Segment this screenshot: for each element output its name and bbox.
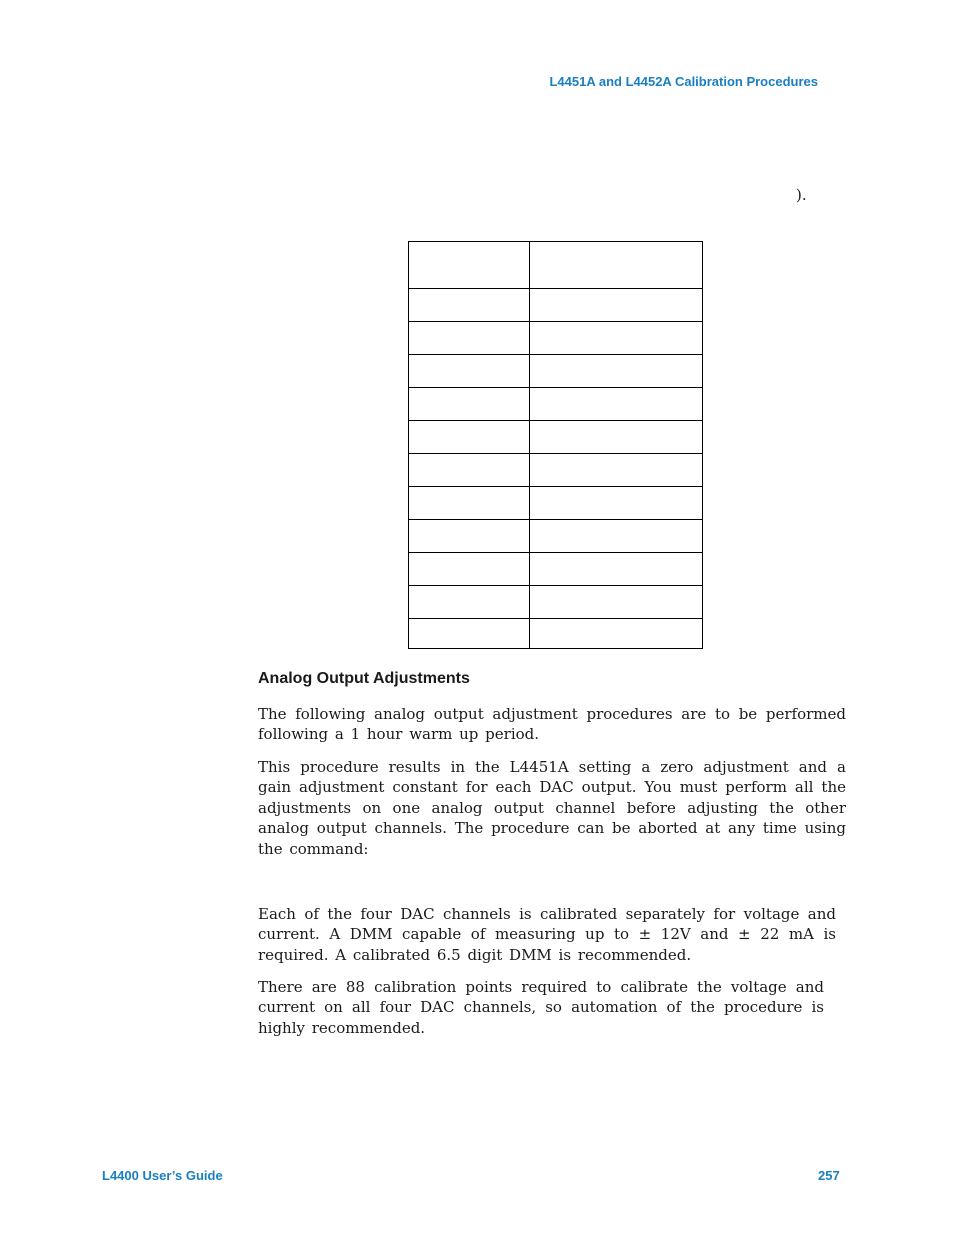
running-header: L4451A and L4452A Calibration Procedures: [549, 74, 818, 89]
table-row: [409, 355, 703, 388]
table-row: [409, 421, 703, 454]
table-cell: [530, 355, 703, 388]
table-row: [409, 520, 703, 553]
table-row: [409, 454, 703, 487]
text-fragment: ).: [796, 186, 807, 204]
footer-guide-title: L4400 User’s Guide: [102, 1168, 223, 1183]
table-cell: [409, 421, 530, 454]
table-row: [409, 388, 703, 421]
table-cell: [530, 421, 703, 454]
table-cell: [409, 520, 530, 553]
table-cell: [530, 586, 703, 619]
table-cell: [409, 322, 530, 355]
table-cell: [409, 388, 530, 421]
body-paragraph: Each of the four DAC channels is calibrated separately for voltage and current. A DMM capable of measuring up to ± 12V and ± 22 mA is required. A calibrated 6.5 digit DMM is recommended.: [258, 905, 836, 964]
table-row: [409, 586, 703, 619]
table-cell: [530, 388, 703, 421]
table-row: [409, 322, 703, 355]
table-cell: [530, 487, 703, 520]
table-cell: [530, 322, 703, 355]
calibration-table: [408, 241, 703, 649]
table-cell: [530, 454, 703, 487]
section-heading: Analog Output Adjustments: [258, 670, 470, 687]
table-row: [409, 289, 703, 322]
body-paragraph: The following analog output adjustment procedures are to be performed following a 1 hour warm up period.: [258, 705, 846, 744]
table-cell: [530, 619, 703, 649]
table-row: [409, 487, 703, 520]
table-cell: [530, 289, 703, 322]
table-row: [409, 553, 703, 586]
table-cell: [530, 553, 703, 586]
table-cell: [409, 289, 530, 322]
table-cell: [530, 520, 703, 553]
table-cell: [409, 619, 530, 649]
table-row: [409, 619, 703, 649]
table-cell: [409, 586, 530, 619]
body-paragraph: This procedure results in the L4451A setting a zero adjustment and a gain adjustment constant for each DAC output. You must perform all the adjustments on one analog output channel before adjusting the other analog output channels. The procedure can be aborted at any time using the command:: [258, 758, 846, 858]
table-cell: [409, 454, 530, 487]
body-paragraph: There are 88 calibration points required to calibrate the voltage and current on all four DAC channels, so automation of the procedure is highly recommended.: [258, 978, 824, 1037]
footer-page-number: 257: [818, 1168, 840, 1183]
table-cell: [409, 553, 530, 586]
table-cell: [530, 242, 703, 289]
table-cell: [409, 487, 530, 520]
table-header-row: [409, 242, 703, 289]
table-cell: [409, 355, 530, 388]
table-cell: [409, 242, 530, 289]
